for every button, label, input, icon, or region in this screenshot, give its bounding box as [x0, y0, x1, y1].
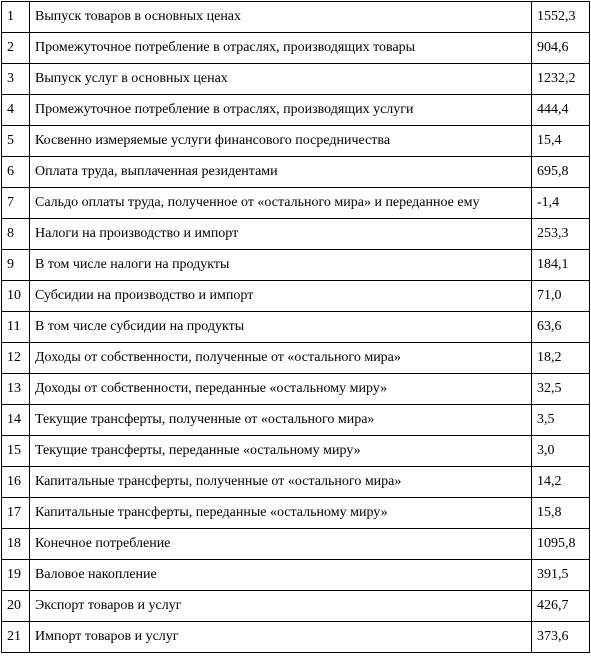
row-number-cell: 19 [2, 560, 30, 591]
indicator-value-cell: -1,4 [532, 188, 590, 219]
indicator-name-cell: Конечное потребление [30, 529, 532, 560]
indicator-value-cell: 15,4 [532, 126, 590, 157]
indicator-value-cell: 1552,3 [532, 2, 590, 33]
row-number-cell: 1 [2, 2, 30, 33]
row-number-cell: 10 [2, 281, 30, 312]
row-number-cell: 17 [2, 498, 30, 529]
indicator-name-cell: Сальдо оплаты труда, полученное от «остального мира» и переданное ему [30, 188, 532, 219]
row-number-cell: 5 [2, 126, 30, 157]
row-number-cell: 13 [2, 374, 30, 405]
table-row [2, 95, 590, 126]
row-number-cell: 8 [2, 219, 30, 250]
indicator-value-cell: 71,0 [532, 281, 590, 312]
table-row [2, 405, 590, 436]
table-row [2, 343, 590, 374]
indicators-table-body [2, 2, 590, 653]
row-number-cell: 21 [2, 622, 30, 653]
indicator-name-cell: Текущие трансферты, полученные от «остального мира» [30, 405, 532, 436]
indicator-name-cell: Экспорт товаров и услуг [30, 591, 532, 622]
indicator-value-cell: 1232,2 [532, 64, 590, 95]
row-number-cell: 11 [2, 312, 30, 343]
indicator-name-cell: Субсидии на производство и импорт [30, 281, 532, 312]
indicator-name-cell: Выпуск услуг в основных ценах [30, 64, 532, 95]
table-row [2, 157, 590, 188]
indicator-value-cell: 15,8 [532, 498, 590, 529]
table-row [2, 622, 590, 653]
table-row [2, 560, 590, 591]
indicator-value-cell: 391,5 [532, 560, 590, 591]
indicator-value-cell: 444,4 [532, 95, 590, 126]
table-row [2, 250, 590, 281]
indicator-value-cell: 18,2 [532, 343, 590, 374]
row-number-cell: 7 [2, 188, 30, 219]
row-number-cell: 14 [2, 405, 30, 436]
table-row [2, 188, 590, 219]
row-number-cell: 3 [2, 64, 30, 95]
indicator-name-cell: Косвенно измеряемые услуги финансового посредничества [30, 126, 532, 157]
indicators-table [1, 1, 590, 653]
table-row [2, 498, 590, 529]
table-row [2, 436, 590, 467]
indicator-name-cell: Доходы от собственности, полученные от «остального мира» [30, 343, 532, 374]
table-row [2, 33, 590, 64]
table-row [2, 126, 590, 157]
indicator-value-cell: 904,6 [532, 33, 590, 64]
indicator-name-cell: Доходы от собственности, переданные «остальному миру» [30, 374, 532, 405]
table-row [2, 467, 590, 498]
table-row [2, 591, 590, 622]
table-row [2, 219, 590, 250]
table-row [2, 64, 590, 95]
row-number-cell: 2 [2, 33, 30, 64]
table-row [2, 281, 590, 312]
indicator-value-cell: 3,5 [532, 405, 590, 436]
row-number-cell: 15 [2, 436, 30, 467]
indicator-name-cell: Налоги на производство и импорт [30, 219, 532, 250]
indicator-value-cell: 3,0 [532, 436, 590, 467]
indicator-value-cell: 63,6 [532, 312, 590, 343]
indicator-value-cell: 253,3 [532, 219, 590, 250]
indicator-name-cell: В том числе налоги на продукты [30, 250, 532, 281]
indicator-name-cell: Оплата труда, выплаченная резидентами [30, 157, 532, 188]
table-row [2, 529, 590, 560]
row-number-cell: 16 [2, 467, 30, 498]
row-number-cell: 18 [2, 529, 30, 560]
table-row [2, 374, 590, 405]
indicator-name-cell: Капитальные трансферты, переданные «остальному миру» [30, 498, 532, 529]
indicator-value-cell: 14,2 [532, 467, 590, 498]
indicator-value-cell: 373,6 [532, 622, 590, 653]
indicator-name-cell: Выпуск товаров в основных ценах [30, 2, 532, 33]
indicator-value-cell: 1095,8 [532, 529, 590, 560]
indicator-value-cell: 184,1 [532, 250, 590, 281]
indicator-name-cell: Импорт товаров и услуг [30, 622, 532, 653]
row-number-cell: 6 [2, 157, 30, 188]
indicator-name-cell: В том числе субсидии на продукты [30, 312, 532, 343]
indicator-name-cell: Валовое накопление [30, 560, 532, 591]
row-number-cell: 9 [2, 250, 30, 281]
table-row [2, 2, 590, 33]
table-row [2, 312, 590, 343]
indicator-value-cell: 695,8 [532, 157, 590, 188]
indicator-name-cell: Промежуточное потребление в отраслях, производящих услуги [30, 95, 532, 126]
indicator-name-cell: Промежуточное потребление в отраслях, производящих товары [30, 33, 532, 64]
row-number-cell: 12 [2, 343, 30, 374]
indicator-value-cell: 32,5 [532, 374, 590, 405]
row-number-cell: 4 [2, 95, 30, 126]
indicator-name-cell: Текущие трансферты, переданные «остальному миру» [30, 436, 532, 467]
indicator-value-cell: 426,7 [532, 591, 590, 622]
row-number-cell: 20 [2, 591, 30, 622]
indicator-name-cell: Капитальные трансферты, полученные от «остального мира» [30, 467, 532, 498]
